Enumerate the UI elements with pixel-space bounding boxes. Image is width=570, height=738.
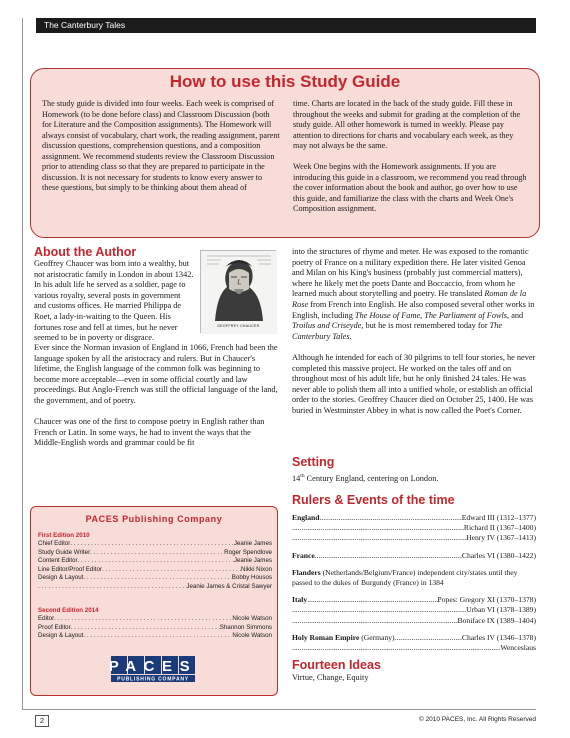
credit-name: Bobby Housos [231,574,272,582]
author-paragraph-4 [292,247,538,342]
credit-row [38,557,272,566]
credit-name: Nikki Nixon [241,565,272,573]
portrait-caption: GEOFFREY CHAUCER. [217,324,261,328]
logo-tagline: PUBLISHING COMPANY [117,676,189,683]
chaucer-engraving-image [201,251,277,334]
ruler-name: Charles IV (1346–1378) [461,632,536,642]
how-to-use-paragraph: The study guide is divided into four weeks. Each week is comprised of Homework (to be done before class) and Classroom Discussion (both for Literature and the Composition assignments). The Homework will always consist of vocabulary, chart work, the reading assignment, parent discussion questions, comprehension questions, and a composition assignment. We recommend students review the Classroom Discussion prior to attending class so that they are prepared to participate in the discussion. It is not necessary for students to know every answer to these questions, but simply to be thinking about them ahead of [42,99,280,192]
author-paragraph-5: Although he intended for each of 30 pilgrims to tell four stories, he never completed this massive project. He worked on the tales off and on throughout most of his adult life, but he only finished 24 tales. He was never able to polish them all into a unified whole, or establish an official order to the stories. Geoffrey Chaucer died on October 25, 1400. He was buried in Westminster Abbey in what is now called the Poet's Corner. [292,352,536,415]
credit-row [38,540,272,549]
credit-row [38,624,272,633]
author-paragraph-1: Geoffrey Chaucer was born into a wealthy, but not aristocratic family in London in about 1342. In his adult life he served as a soldier, page to various royalty, several posts in government and customs offices. He married Philippa de Roet, a lady-in-waiting to the Queen. His fortunes rose and fell at times, but he never seemed to be in poverty or disgrace. [34,259,194,343]
credit-role: Content Editor [38,557,78,565]
edition-heading: Second Edition 2014 [38,607,99,614]
ruler-line [292,605,536,615]
ruler-name: Boniface IX (1389–1404) [457,615,536,625]
author-text: into the structures of rhyme and meter. He was exposed to the romantic poetry of France on a military expedition there. He later visited Genoa and Milan on his King's business (probably just commercial matters), where he likely met the poets Dante and Boccaccio, from whom he learned much about storytelling and poetry. He translated [292,247,529,299]
ideas-text: Virtue, Change, Equity [292,673,369,682]
credit-name: Nicole Watson [232,615,272,622]
paces-logo [107,655,201,683]
work-title: Roman de la Rose [292,289,527,309]
ruler-line [292,513,536,523]
credit-role: Study Guide Writer [38,548,91,556]
credit-row [38,583,272,592]
credit-row [38,566,272,575]
ruler-line [292,633,536,643]
ruler-line [292,643,536,653]
credit-role: Design & Layout [38,632,84,640]
credit-name: Shannon Simmons [219,623,272,631]
ruler-name: Urban VI (1378–1389) [466,605,536,615]
ruler-name: Popes: Gregory XI (1370–1378) [437,595,536,605]
credit-name: Jeanie James [233,540,272,547]
author-right-column [292,247,538,427]
credit-name: Roger Spendlove [224,548,272,556]
ruler-name: Charles VI (1380–1422) [461,550,536,560]
credit-row [38,632,272,641]
about-author-heading: About the Author [34,245,137,259]
flanders-description: (Netherlands/Belgium/France) independent city/states until they passed to the dukes of Burgundy (France) in 1384 [292,567,518,588]
running-header: The Canterbury Tales [36,18,536,33]
chaucer-portrait [200,250,276,333]
how-to-use-title: How to use this Study Guide [169,72,401,91]
setting-heading: Setting [292,455,335,469]
edition-heading: First Edition 2010 [38,532,90,539]
place-name: Italy [292,595,308,605]
credit-name: Nicole Watson [232,632,272,640]
how-to-use-right-column [293,99,529,225]
page-number: 2 [35,715,49,727]
author-text: , and [507,310,524,320]
page-border-bottom [22,709,536,710]
credit-role: Chief Editor [38,540,71,547]
copyright-notice: © 2010 PACES, Inc. All Rights Reserved [418,716,536,723]
author-text: , [420,310,425,320]
page-border-left [22,18,23,710]
place-name: Flanders [292,567,321,577]
ruler-line [292,523,536,533]
place-name: England [292,513,320,522]
credit-role: Proof Editor [38,623,71,631]
author-paragraph-2: Ever since the Norman invasion of England in 1066, French had been the language spoken by all the aristocracy and rulers. But in Chaucer's lifetime, the English language of the common folk was beginning to become more acceptable—even in some official courtly and law proceedings. But Anglo-French was still the official language of the land, the government, and of poetry. [34,343,278,405]
ruler-name: Wenceslaus [500,643,536,653]
ruler-line [292,595,536,605]
credit-role: Editor [38,615,55,622]
ruler-line [292,616,536,626]
place-qualifier: (Germany) [359,632,395,642]
work-title: The House of Fame [354,310,421,320]
ruler-name: Richard II (1367–1400) [463,523,536,533]
rulers-heading: Rulers & Events of the time [292,493,455,507]
credit-name: Jeanie James & Cristal Sawyer [186,583,272,590]
author-text: . [349,331,352,341]
ruler-name: Edward III (1312–1377) [461,513,536,522]
how-to-use-left-column [42,99,280,204]
author-paragraph-3: Chaucer was one of the first to compose poetry in English rather than French or Latin. In some ways, he had to invent the ways that the Middle-English words and grammar could be fit [34,417,265,448]
credit-row [38,615,272,624]
ruler-line [292,551,536,561]
rulers-list [292,513,536,653]
how-to-use-paragraph: time. Charts are located in the back of the study guide. Fill these in throughout the weeks and submit for grading at the completion of the study guide. All other homework is turned in weekly. Please pay attention to directions for charts and vocabulary each week, as they may not always be the same. [293,99,521,150]
place-name: France [292,550,315,560]
setting-century: 14 [292,473,301,483]
credits-title: PACES Publishing Company [85,514,223,524]
setting-text [292,471,538,484]
how-to-use-paragraph: Week One begins with the Homework assignments. If you are introducing this guide in a classroom, we recommend you read through the cover information about the book and author, go over how to use this guide, and familiarize the class with the charts and Week One's Composition assignment. [293,162,527,213]
ruler-line [292,533,536,543]
author-text: , but he is most remembered today for [361,321,490,331]
setting-description: Century England, centering on London. [304,473,439,483]
flanders-note [292,568,536,588]
ruler-name: Henry IV (1367–1413) [466,533,536,543]
work-title: The Parliament of Fowls [424,310,508,320]
credit-name: Jeanie James [233,557,272,565]
credit-row [38,549,272,558]
author-left-column [34,343,278,460]
logo-wordmark: PACES [108,658,198,675]
work-title: Troilus and Criseyde [292,321,362,331]
credit-role: Line Editor/Proof Editor [38,565,102,573]
place-name: Holy Roman Empire [292,632,360,642]
credit-row [38,574,272,583]
credit-role: Design & Layout [38,574,84,582]
author-text: from French into English. He also composed several other works in English, including [292,299,535,320]
paces-logo-mark [107,655,201,683]
ideas-heading: Fourteen Ideas [292,658,381,672]
work-title: The Canterbury Tales [292,321,503,341]
setting-superscript: th [300,473,305,479]
